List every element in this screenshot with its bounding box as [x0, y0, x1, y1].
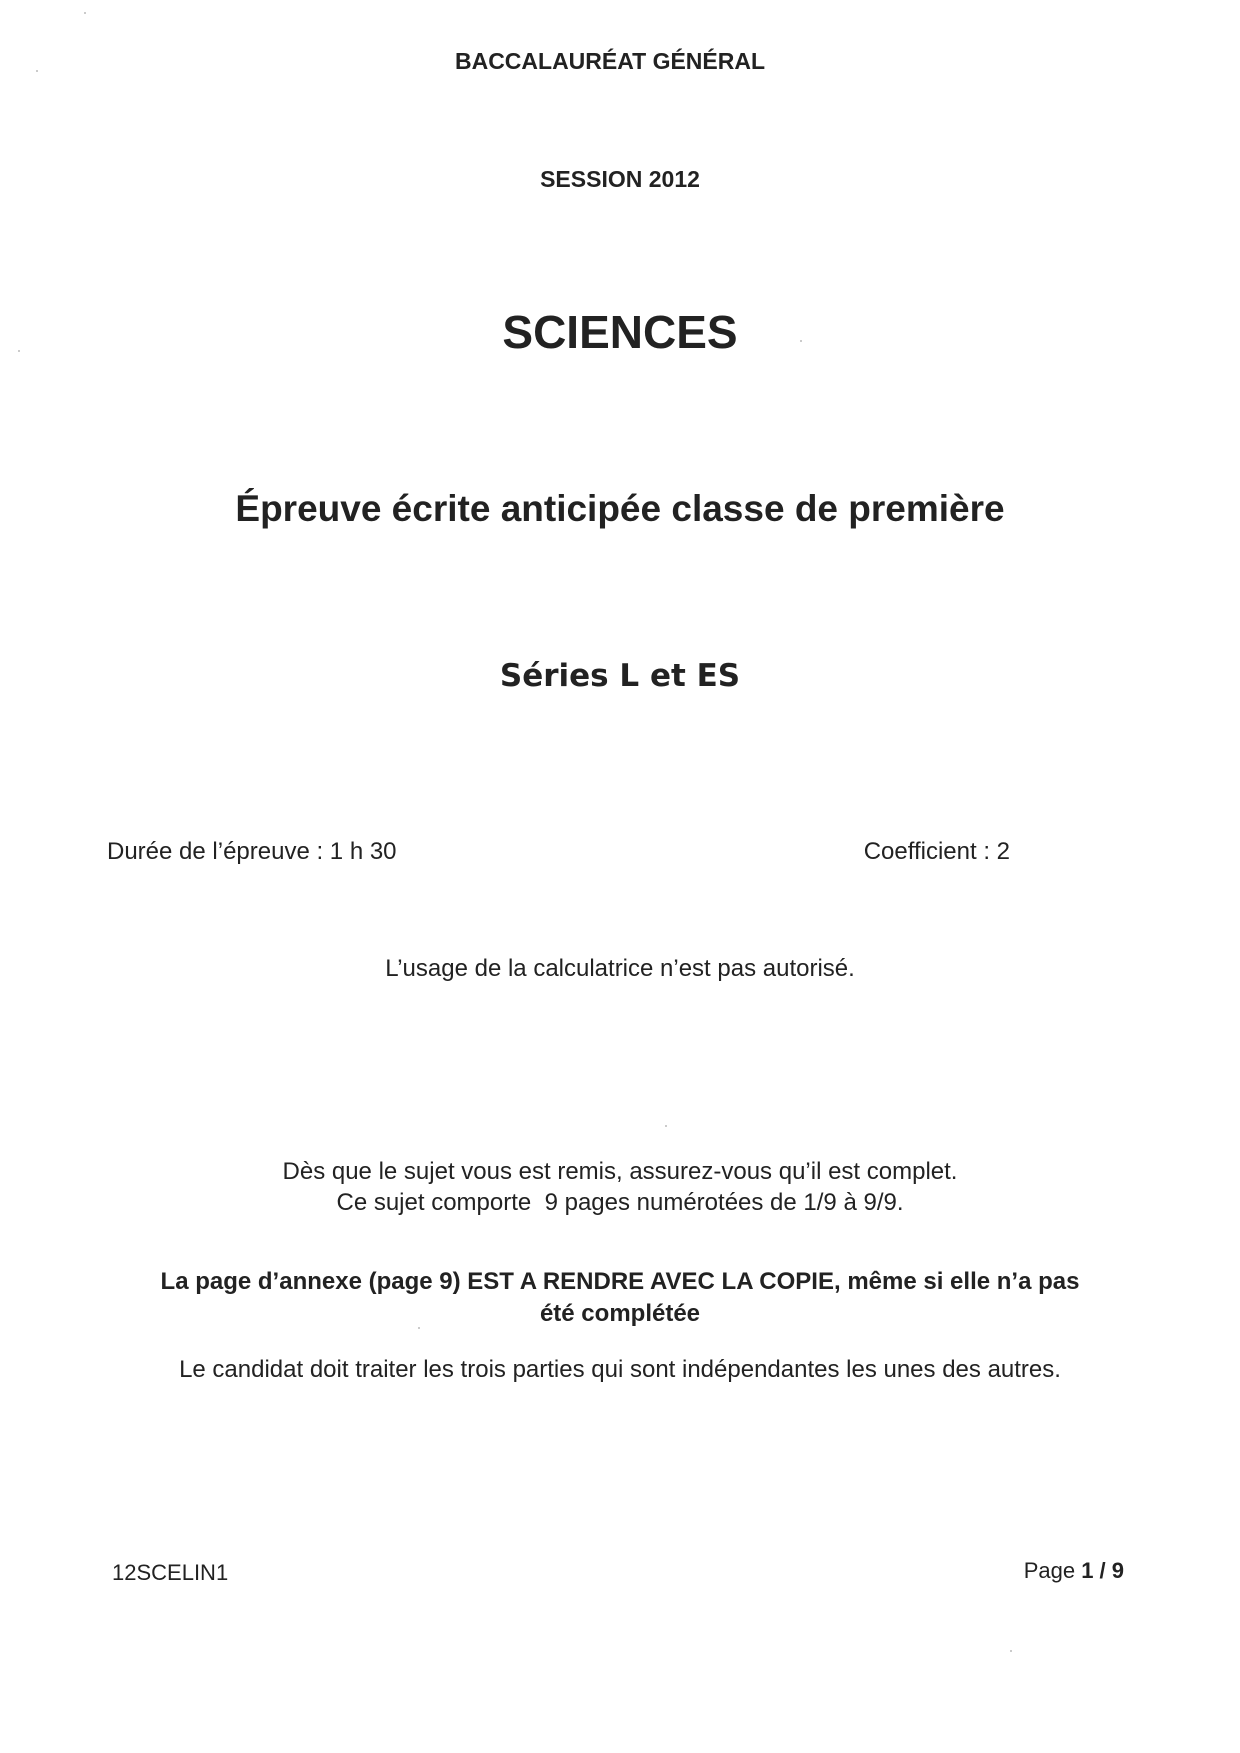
scan-speck [18, 350, 20, 352]
exam-coefficient: Coefficient : 2 [863, 838, 1010, 865]
page-number-value: 1 / 9 [1081, 1558, 1124, 1583]
page-prefix: Page [1023, 1558, 1082, 1583]
scan-speck [800, 340, 802, 342]
instruction-line-1: Dès que le sujet vous est remis, assurez-vous qu’il est complet. [282, 1158, 958, 1185]
scan-speck [36, 70, 38, 72]
calculator-notice: L’usage de la calculatrice n’est pas autorisé. [385, 955, 855, 982]
subject-title: SCIENCES [502, 306, 738, 358]
annex-notice-line-2: été complétée [539, 1300, 701, 1327]
exam-type-heading: BACCALAURÉAT GÉNÉRAL [454, 48, 766, 74]
exam-duration: Durée de l’épreuve : 1 h 30 [107, 838, 397, 865]
scan-speck [84, 12, 86, 14]
session-heading: SESSION 2012 [540, 166, 700, 192]
instruction-line-2: Ce sujet comporte 9 pages numérotées de 1/9 à 9/9. [336, 1189, 904, 1216]
series-heading: Séries L et ES [499, 658, 741, 694]
exam-code: 12SCELIN1 [112, 1560, 229, 1585]
scan-speck [665, 1125, 667, 1127]
annex-notice-line-1: La page d’annexe (page 9) EST A RENDRE AVEC LA COPIE, même si elle n’a pas [160, 1268, 1080, 1295]
scan-speck [1010, 1650, 1012, 1652]
exam-kind-heading: Épreuve écrite anticipée classe de première [235, 488, 1005, 529]
page-number [1024, 1558, 1124, 1584]
scan-speck [418, 1327, 420, 1329]
parts-notice: Le candidat doit traiter les trois parties qui sont indépendantes les unes des autres. [179, 1356, 1061, 1383]
